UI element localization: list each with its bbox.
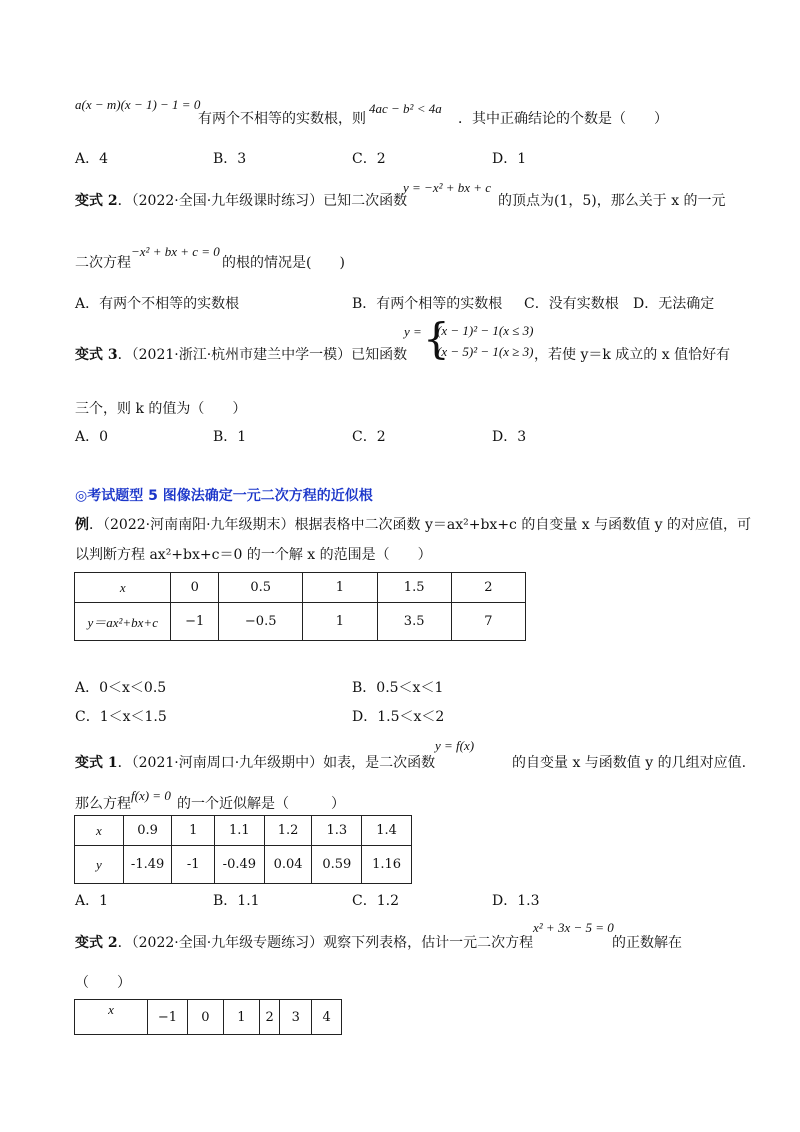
equation-f-x: f(x) = 0 bbox=[131, 788, 171, 803]
option-d: D．3 bbox=[492, 429, 527, 445]
table-cell: 1 bbox=[223, 1000, 259, 1035]
option-c: C．2 bbox=[352, 151, 386, 167]
table-cell: 2 bbox=[259, 1000, 280, 1035]
quadratic-equation: −x² + bx + c = 0 bbox=[131, 244, 220, 259]
question-text: 的正数解在 bbox=[612, 935, 682, 951]
option-c: C．1＜x＜1.5 bbox=[75, 709, 167, 725]
question-text: 二次方程 bbox=[75, 255, 131, 271]
x-values-table bbox=[74, 999, 342, 1035]
table-row bbox=[75, 603, 526, 641]
table-cell: x bbox=[75, 816, 124, 846]
option-a: A．0 bbox=[75, 429, 109, 445]
inequality-4ac: 4ac − b² < 4a bbox=[369, 101, 442, 116]
table-cell: -1 bbox=[172, 846, 215, 884]
piecewise-case-2: (x − 5)² − 1(x ≥ 3) bbox=[437, 344, 534, 359]
question-text: ．其中正确结论的个数是（ ） bbox=[458, 111, 668, 127]
question-text: ，若使 y＝k 成立的 x 值恰好有 bbox=[534, 347, 731, 363]
question-text: 以判断方程 ax²+bx+c＝0 的一个解 x 的范围是（ ） bbox=[75, 547, 432, 563]
question-source: ．（2021·浙江·杭州市建兰中学一模）已知函数 bbox=[117, 347, 408, 363]
brace: { bbox=[423, 314, 450, 363]
values-table bbox=[74, 815, 412, 884]
variant-3-question bbox=[75, 344, 407, 364]
question-text: 那么方程 bbox=[75, 796, 131, 812]
variant-label: 变式 3 bbox=[75, 347, 118, 363]
option-d: D．1 bbox=[492, 151, 527, 167]
table-cell: 1.5 bbox=[377, 573, 451, 603]
question-text: ．（2022·河南南阳·九年级期末）根据表格中二次函数 y＝ax²+bx+c 的自变量 x 与函数值 y 的对应值，可 bbox=[89, 517, 751, 533]
option-b: B．0.5＜x＜1 bbox=[352, 680, 444, 696]
option-c: C．1.2 bbox=[352, 893, 399, 909]
table-cell: 1.4 bbox=[362, 816, 412, 846]
table-row bbox=[75, 846, 412, 884]
equation-a-x-m: a(x − m)(x − 1) − 1 = 0 bbox=[75, 97, 201, 112]
variant-2-question bbox=[75, 932, 533, 952]
question-text: 三个，则 k 的值为（ ） bbox=[75, 401, 247, 417]
table-cell: 1 bbox=[303, 573, 377, 603]
option-d: D．1.3 bbox=[492, 893, 540, 909]
variant-1-question bbox=[75, 752, 435, 772]
question-text: 的自变量 x 与函数值 y 的几组对应值. bbox=[512, 755, 747, 771]
question-text: 有两个不相等的实数根，则 bbox=[198, 111, 366, 127]
option-d: D．1.5＜x＜2 bbox=[352, 709, 445, 725]
option-a: A．有两个不相等的实数根 bbox=[75, 296, 240, 312]
piecewise-function bbox=[404, 314, 534, 367]
question-text: 的顶点为(1，5)，那么关于 x 的一元 bbox=[498, 193, 726, 209]
option-b: B．有两个相等的实数根 bbox=[352, 296, 503, 312]
option-b: B．3 bbox=[213, 151, 247, 167]
table-cell: 1 bbox=[172, 816, 215, 846]
table-cell: 4 bbox=[312, 1000, 342, 1035]
table-row bbox=[75, 816, 412, 846]
table-cell: x bbox=[75, 1000, 148, 1035]
table-cell: 0.9 bbox=[123, 816, 172, 846]
table-cell: 1.1 bbox=[214, 816, 264, 846]
table-cell: −0.5 bbox=[219, 603, 303, 641]
table-cell: 2 bbox=[451, 573, 525, 603]
variant-label: 变式 1 bbox=[75, 755, 118, 771]
table-cell: 0.59 bbox=[312, 846, 362, 884]
piecewise-case-1: (x − 1)² − 1(x ≤ 3) bbox=[437, 323, 534, 338]
question-text: 的根的情况是( ) bbox=[222, 255, 345, 271]
table-cell: 0 bbox=[187, 1000, 223, 1035]
variant-label: 变式 2 bbox=[75, 193, 118, 209]
variant-2-question bbox=[75, 190, 407, 210]
table-cell: 7 bbox=[451, 603, 525, 641]
table-cell: 1.16 bbox=[362, 846, 412, 884]
example-label: 例 bbox=[75, 517, 89, 533]
question-text: 的一个近似解是（ ） bbox=[177, 796, 345, 812]
table-cell: −1 bbox=[147, 1000, 187, 1035]
section-heading: ◎考试题型 5 图像法确定一元二次方程的近似根 bbox=[75, 488, 373, 504]
option-a: A．0＜x＜0.5 bbox=[75, 680, 167, 696]
question-source: ．（2022·全国·九年级专题练习）观察下列表格，估计一元二次方程 bbox=[117, 935, 534, 951]
option-d: D．无法确定 bbox=[633, 296, 715, 312]
table-cell: 1 bbox=[303, 603, 377, 641]
question-text: （ ） bbox=[75, 975, 131, 991]
table-cell: −1 bbox=[171, 603, 219, 641]
table-cell: 3.5 bbox=[377, 603, 451, 641]
table-cell: 1.3 bbox=[312, 816, 362, 846]
table-cell: y bbox=[75, 846, 124, 884]
option-c: C．没有实数根 bbox=[524, 296, 619, 312]
table-cell: x bbox=[75, 573, 171, 603]
table-cell: 0.04 bbox=[264, 846, 312, 884]
question-source: ．（2021·河南周口·九年级期中）如表，是二次函数 bbox=[117, 755, 436, 771]
table-cell: -1.49 bbox=[123, 846, 172, 884]
option-b: B．1 bbox=[213, 429, 247, 445]
variant-label: 变式 2 bbox=[75, 935, 118, 951]
table-cell: 3 bbox=[280, 1000, 312, 1035]
function-equation: y = −x² + bx + c bbox=[403, 180, 492, 195]
function-equation: y = f(x) bbox=[435, 738, 475, 753]
option-b: B．1.1 bbox=[213, 893, 260, 909]
example-question bbox=[75, 514, 751, 534]
table-cell: 0 bbox=[171, 573, 219, 603]
table-row bbox=[75, 573, 526, 603]
table-cell: 0.5 bbox=[219, 573, 303, 603]
option-a: A．4 bbox=[75, 151, 109, 167]
table-cell: y＝ax²+bx+c bbox=[75, 603, 171, 641]
option-a: A．1 bbox=[75, 893, 109, 909]
example-table bbox=[74, 572, 526, 641]
option-c: C．2 bbox=[352, 429, 386, 445]
question-source: ．（2022·全国·九年级课时练习）已知二次函数 bbox=[117, 193, 408, 209]
table-row bbox=[75, 1000, 342, 1035]
quadratic-equation: x² + 3x − 5 = 0 bbox=[533, 920, 614, 935]
table-cell: -0.49 bbox=[214, 846, 264, 884]
piecewise-lhs: y = bbox=[404, 324, 422, 339]
table-cell: 1.2 bbox=[264, 816, 312, 846]
